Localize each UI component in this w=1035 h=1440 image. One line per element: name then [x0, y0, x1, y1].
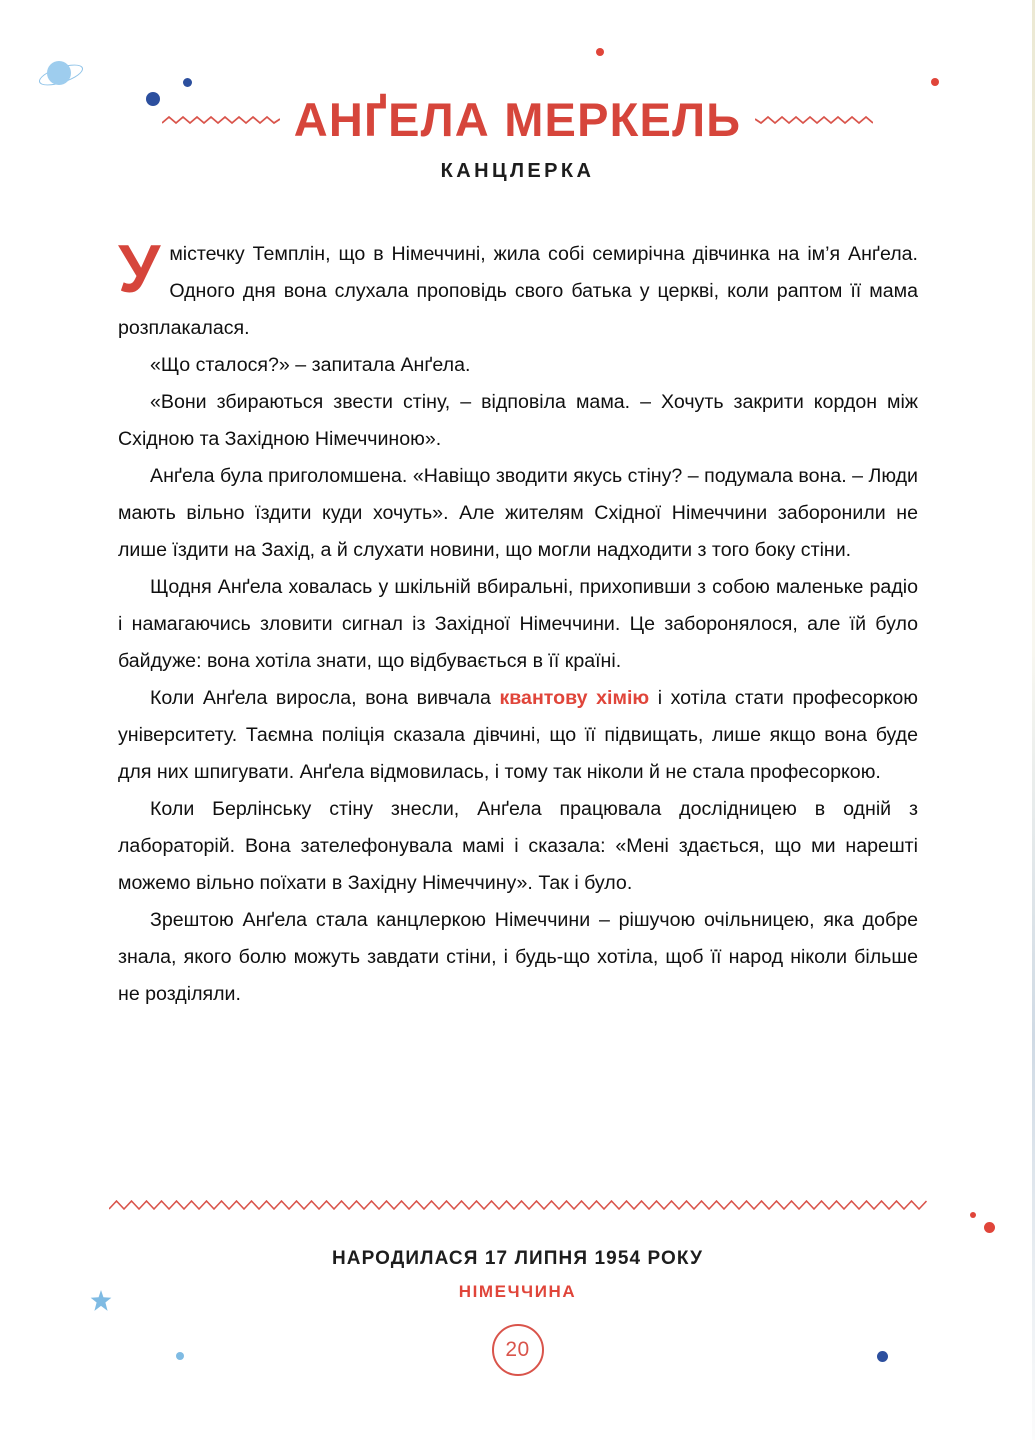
country-label: НІМЕЧЧИНА: [458, 1282, 577, 1301]
decor-dot-navy: [183, 78, 192, 87]
article-paragraph: «Вони збираються звести стіну, – відповіла мама. – Хочуть закрити кордон між Східною та Західною Німеччиною».: [118, 391, 918, 450]
article-paragraph: Зрештою Анґела стала канцлеркою Німеччини – рішучою очільницею, яка добре знала, якого болю можуть завдати стіни, і будь-що хотіла, щоб її народ ніколи більше не розділяли.: [118, 909, 918, 1005]
drop-cap: У: [118, 231, 161, 307]
wavy-line-icon: [162, 110, 280, 130]
article-paragraph: Анґела була приголомшена. «Навіщо зводити якусь стіну? – подумала вона. – Люди мають вільно їздити куди хочуть». Але жителям Східної Німеччини заборонили не лише їздити на Захід, а й слухати новини, що могли надходити з того боку стіни.: [118, 465, 918, 561]
page-subtitle: КАНЦЛЕРКА: [440, 160, 595, 182]
page-title: АНҐЕЛА МЕРКЕЛЬ: [293, 93, 742, 146]
article-paragraph: Умістечку Темплін, що в Німеччині, жила собі семирічна дівчинка на ім’я Анґела. Одного дня вона слухала проповідь свого батька у церкві, коли раптом її мама розплакалася.: [118, 231, 918, 339]
highlighted-term: квантову хімію: [499, 687, 650, 709]
article-paragraph: Коли Берлінську стіну знесли, Анґела працювала дослідницею в одній з лабораторій. Вона зателефонувала мамі і сказала: «Мені здається, що ми нарешті можемо вільно поїхати в Західну Німеччину». Так і було.: [118, 798, 918, 894]
article-paragraph: «Що сталося?» – запитала Анґела.: [150, 354, 471, 376]
decor-dot-red: [931, 78, 939, 86]
birth-info: НАРОДИЛАСЯ 17 ЛИПНЯ 1954 РОКУ: [331, 1248, 704, 1269]
wavy-line-icon: [109, 1196, 927, 1214]
planet-body: [47, 61, 71, 85]
page-footer: [0, 1196, 1035, 1376]
decor-dot-red: [596, 48, 604, 56]
title-row: [0, 93, 1035, 146]
planet-saturn-icon: [38, 58, 82, 90]
article-body: [118, 231, 918, 1013]
page-header: [0, 93, 1035, 183]
article-paragraph: Коли Анґела виросла, вона вивчала квантову хімію і хотіла стати професоркою університету. Таємна поліція сказала дівчині, що її підвищать, лише якщо вона буде для них шпигувати. Анґела відмовилась, і тому так ніколи й не стала професоркою.: [118, 687, 918, 783]
page-number-badge: 20: [492, 1324, 544, 1376]
planet-ring: [37, 60, 86, 89]
article-paragraph: Щодня Анґела ховалась у шкільній вбиральні, прихопивши з собою маленьке радіо і намагаючись зловити сигнал із Західної Німеччини. Це заборонялося, але їй було байдуже: вона хотіла знати, що відбувається в її країні.: [118, 576, 918, 672]
wavy-line-icon: [755, 110, 873, 130]
